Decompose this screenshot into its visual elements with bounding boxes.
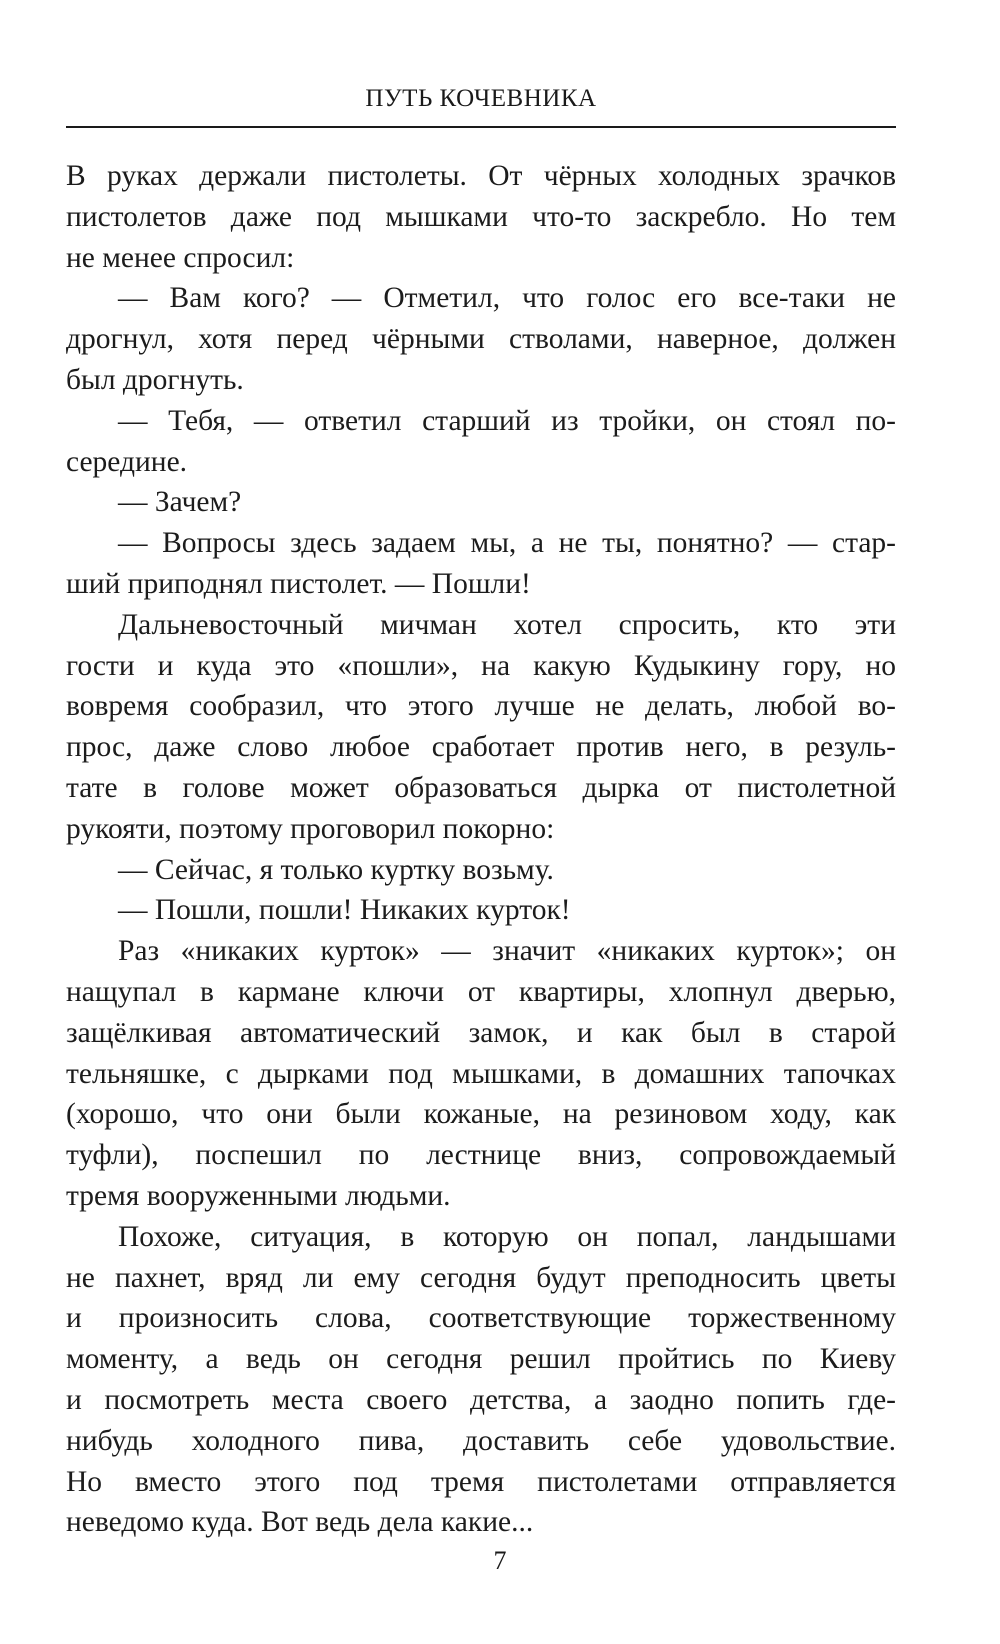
text-line: тельняшке, с дырками под мышками, в домашних тапочках bbox=[66, 1057, 896, 1090]
body-text bbox=[66, 156, 896, 1543]
text-line: и посмотреть места своего детства, а заодно попить где- bbox=[66, 1383, 896, 1416]
text-line: Раз «никаких курток» — значит «никаких курток»; он bbox=[118, 935, 896, 968]
text-line: нащупал в кармане ключи от квартиры, хлопнул дверью, bbox=[66, 975, 896, 1008]
text-line: Похоже, ситуация, в которую он попал, ландышами bbox=[118, 1220, 896, 1253]
text-line: тате в голове может образоваться дырка от пистолетной bbox=[66, 771, 896, 804]
page-number: 7 bbox=[493, 1546, 507, 1575]
text-line: (хорошо, что они были кожаные, на резиновом ходу, как bbox=[66, 1098, 896, 1131]
header-rule bbox=[66, 126, 896, 128]
text-line: неведомо куда. Вот ведь дела какие... bbox=[66, 1506, 534, 1539]
text-line: рукояти, поэтому проговорил покорно: bbox=[66, 812, 555, 845]
text-line: В руках держали пистолеты. От чёрных холодных зрачков bbox=[66, 160, 896, 192]
text-line: середине. bbox=[66, 445, 188, 478]
text-line: пистолетов даже под мышками что-то заскребло. Но тем bbox=[66, 200, 896, 233]
text-line: гости и куда это «пошли», на какую Кудыкину гору, но bbox=[66, 649, 896, 682]
text-line: — Пошли, пошли! Никаких курток! bbox=[118, 894, 571, 927]
text-line: туфли), поспешил по лестнице вниз, сопровождаемый bbox=[66, 1139, 896, 1172]
text-line: — Зачем? bbox=[118, 486, 242, 519]
text-line: тремя вооруженными людьми. bbox=[66, 1179, 451, 1212]
text-line: моменту, а ведь он сегодня решил пройтись по Киеву bbox=[66, 1343, 896, 1376]
text-line: — Вопросы здесь задаем мы, а не ты, понятно? — стар- bbox=[118, 527, 896, 560]
text-line: нибудь холодного пива, доставить себе удовольствие. bbox=[66, 1424, 896, 1457]
running-head: ПУТЬ КОЧЕВНИКА bbox=[365, 85, 597, 112]
text-line: был дрогнуть. bbox=[66, 363, 244, 396]
text-line: вовремя сообразил, что этого лучше не делать, любой во- bbox=[66, 690, 896, 723]
text-line: — Тебя, — ответил старший из тройки, он стоял по- bbox=[118, 404, 896, 437]
text-line: дрогнул, хотя перед чёрными стволами, наверное, должен bbox=[66, 323, 896, 356]
text-line: Но вместо этого под тремя пистолетами отправляется bbox=[66, 1465, 896, 1498]
text-line: защёлкивая автоматический замок, и как был в старой bbox=[66, 1016, 896, 1049]
text-line: и произносить слова, соответствующие торжественному bbox=[66, 1302, 896, 1335]
text-line: не пахнет, вряд ли ему сегодня будут преподносить цветы bbox=[66, 1261, 896, 1294]
text-line: Дальневосточный мичман хотел спросить, кто эти bbox=[118, 608, 896, 641]
text-line: — Сейчас, я только куртку возьму. bbox=[118, 853, 554, 886]
text-line: не менее спросил: bbox=[66, 241, 295, 274]
text-line: прос, даже слово любое сработает против него, в резуль- bbox=[66, 731, 896, 764]
text-line: — Вам кого? — Отметил, что голос его все-таки не bbox=[118, 282, 896, 315]
text-line: ший приподнял пистолет. — Пошли! bbox=[66, 567, 531, 600]
